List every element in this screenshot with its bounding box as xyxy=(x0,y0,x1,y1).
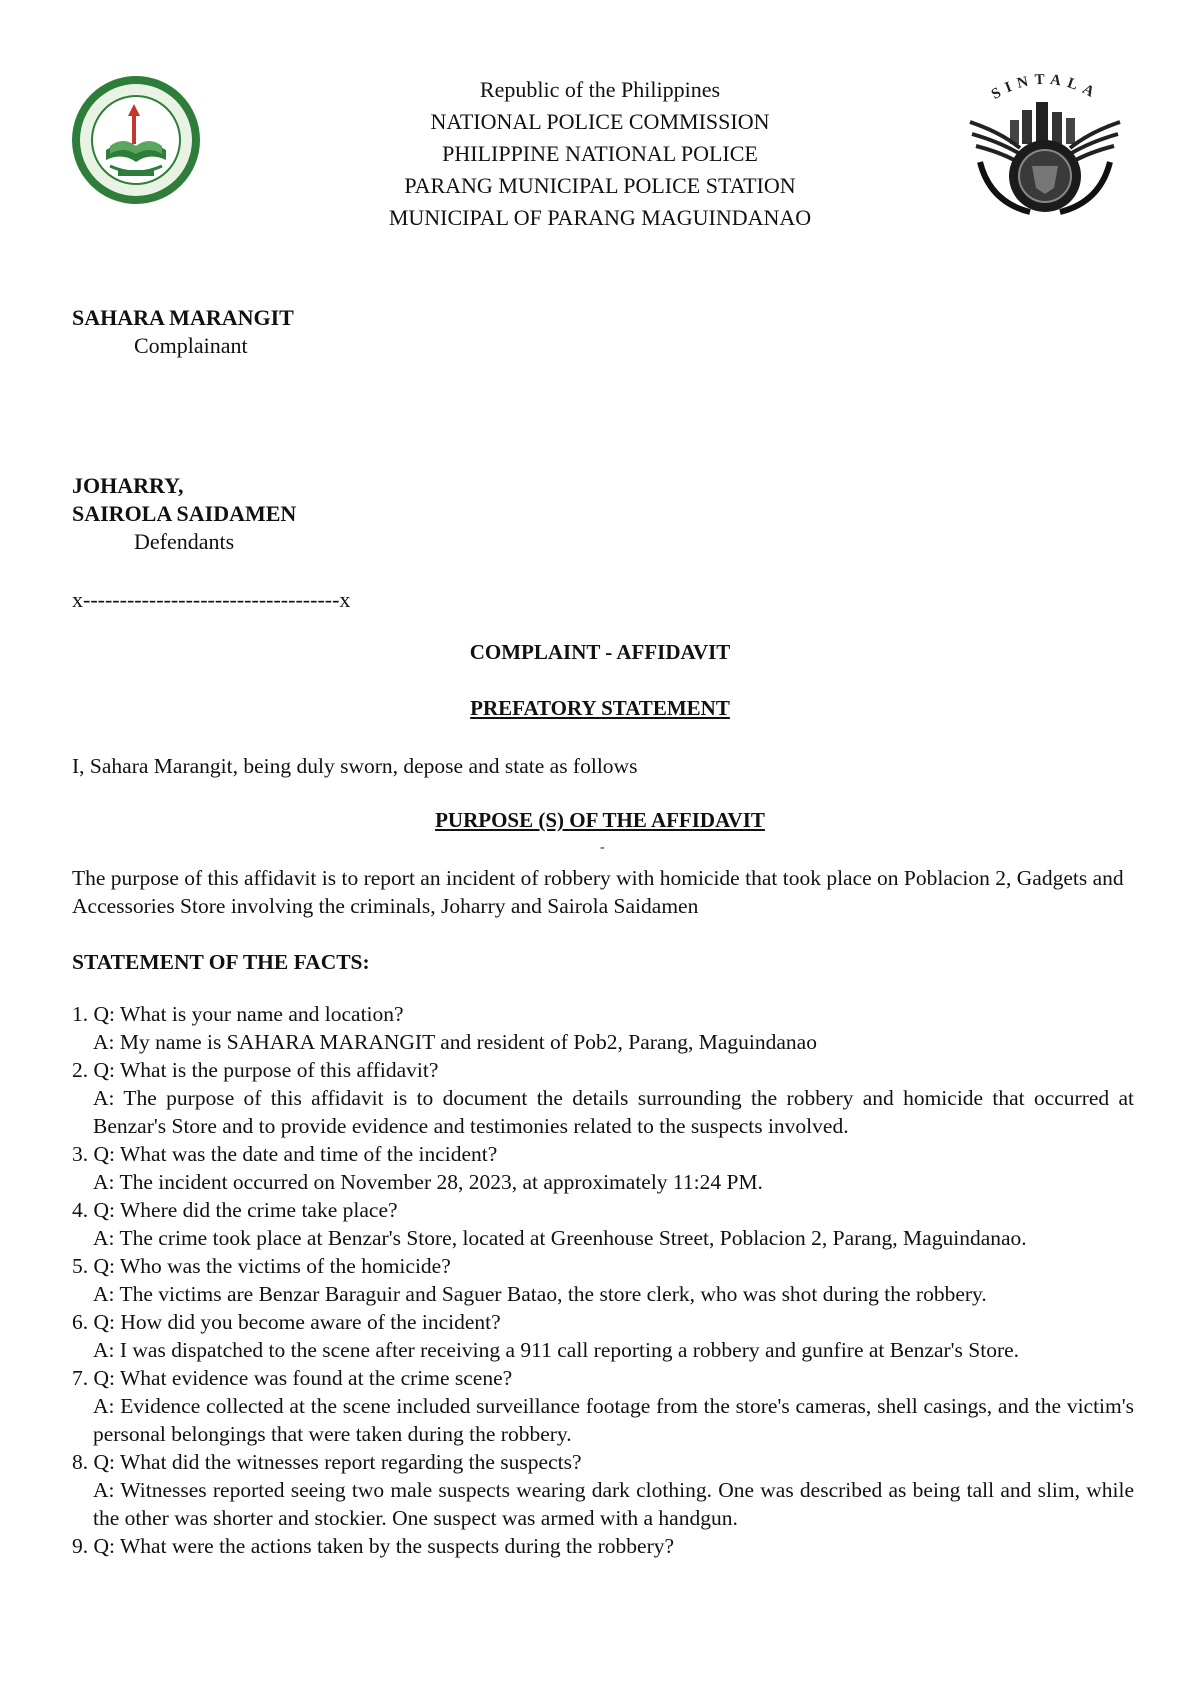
question: 9. Q: What were the actions taken by the suspects during the robbery? xyxy=(72,1534,675,1558)
qa-item xyxy=(72,1448,1134,1532)
svg-text:SINTALAB xyxy=(960,62,1102,103)
qa-item xyxy=(72,1308,1134,1364)
answer: A: My name is SAHARA MARANGIT and resident of Pob2, Parang, Maguindanao xyxy=(93,1030,817,1054)
prefatory-heading: PREFATORY STATEMENT xyxy=(470,696,730,720)
question: 2. Q: What is the purpose of this affidavit? xyxy=(72,1058,439,1082)
college-seal-logo xyxy=(70,74,202,206)
facts-heading: STATEMENT OF THE FACTS: xyxy=(72,950,370,974)
complainant-block xyxy=(72,304,294,360)
oath-statement: I, Sahara Marangit, being duly sworn, depose and state as follows xyxy=(72,754,638,778)
header-pnp: PHILIPPINE NATIONAL POLICE xyxy=(442,141,758,166)
answer: A: The victims are Benzar Baraguir and Saguer Batao, the store clerk, who was shot during the robbery. xyxy=(93,1282,987,1306)
answer: A: I was dispatched to the scene after receiving a 911 call reporting a robbery and gunfire at Benzar's Store. xyxy=(93,1338,1020,1362)
answer: A: Witnesses reported seeing two male suspects wearing dark clothing. One was described as being tall and slim, while the other was shorter and stockier. One suspect was armed with a handgun. xyxy=(93,1478,1134,1530)
header-municipality: MUNICIPAL OF PARANG MAGUINDANAO xyxy=(388,205,812,230)
defendants-block xyxy=(72,472,296,556)
qa-item xyxy=(72,1196,1134,1252)
answer: A: Evidence collected at the scene included surveillance footage from the store's cameras, shell casings, and the victim's personal belongings that were taken during the robbery. xyxy=(93,1394,1134,1446)
qa-item xyxy=(72,1000,1134,1056)
question: 8. Q: What did the witnesses report regarding the suspects? xyxy=(72,1450,582,1474)
question: 4. Q: Where did the crime take place? xyxy=(72,1198,398,1222)
question: 1. Q: What is your name and location? xyxy=(72,1002,404,1026)
header-napolcom: NATIONAL POLICE COMMISSION xyxy=(430,109,770,134)
sintalab-logo xyxy=(960,62,1130,220)
header-republic: Republic of the Philippines xyxy=(479,77,721,102)
qa-item xyxy=(72,1056,1134,1140)
answer: A: The purpose of this affidavit is to document the details surrounding the robbery and homicide that occurred at Benzar's Store and to provide evidence and testimonies related to the suspects involved. xyxy=(93,1086,1134,1138)
question: 6. Q: How did you become aware of the incident? xyxy=(72,1310,501,1334)
purpose-paragraph: The purpose of this affidavit is to report an incident of robbery with homicide that took place on Poblacion 2, Gadgets and Accessories Store involving the criminals, Joharry and Sairola Saidamen xyxy=(72,866,1124,918)
defendants-role: Defendants xyxy=(134,529,235,554)
complainant-name: SAHARA MARANGIT xyxy=(72,305,294,330)
answer: A: The crime took place at Benzar's Store, located at Greenhouse Street, Poblacion 2, Parang, Maguindanao. xyxy=(93,1226,1027,1250)
defendant-name-2: SAIROLA SAIDAMEN xyxy=(72,501,297,526)
qa-list xyxy=(72,1000,1134,1560)
purpose-mark: - xyxy=(600,840,605,855)
question: 5. Q: Who was the victims of the homicide? xyxy=(72,1254,451,1278)
qa-item xyxy=(72,1532,1134,1560)
affidavit-title: COMPLAINT - AFFIDAVIT xyxy=(469,640,731,664)
qa-item xyxy=(72,1364,1134,1448)
document-header xyxy=(250,74,950,234)
header-station: PARANG MUNICIPAL POLICE STATION xyxy=(404,173,796,198)
defendant-name-1: JOHARRY, xyxy=(72,473,184,498)
qa-item xyxy=(72,1140,1134,1196)
sintalab-logo-text: SINTALA xyxy=(988,71,1102,104)
answer: A: The incident occurred on November 28, 2023, at approximately 11:24 PM. xyxy=(93,1170,763,1194)
complainant-role: Complainant xyxy=(134,333,248,358)
purpose-heading: PURPOSE (S) OF THE AFFIDAVIT xyxy=(435,808,765,832)
qa-item xyxy=(72,1252,1134,1308)
question: 7. Q: What evidence was found at the crime scene? xyxy=(72,1366,513,1390)
question: 3. Q: What was the date and time of the incident? xyxy=(72,1142,498,1166)
caption-separator: x-----------------------------------x xyxy=(72,587,351,612)
